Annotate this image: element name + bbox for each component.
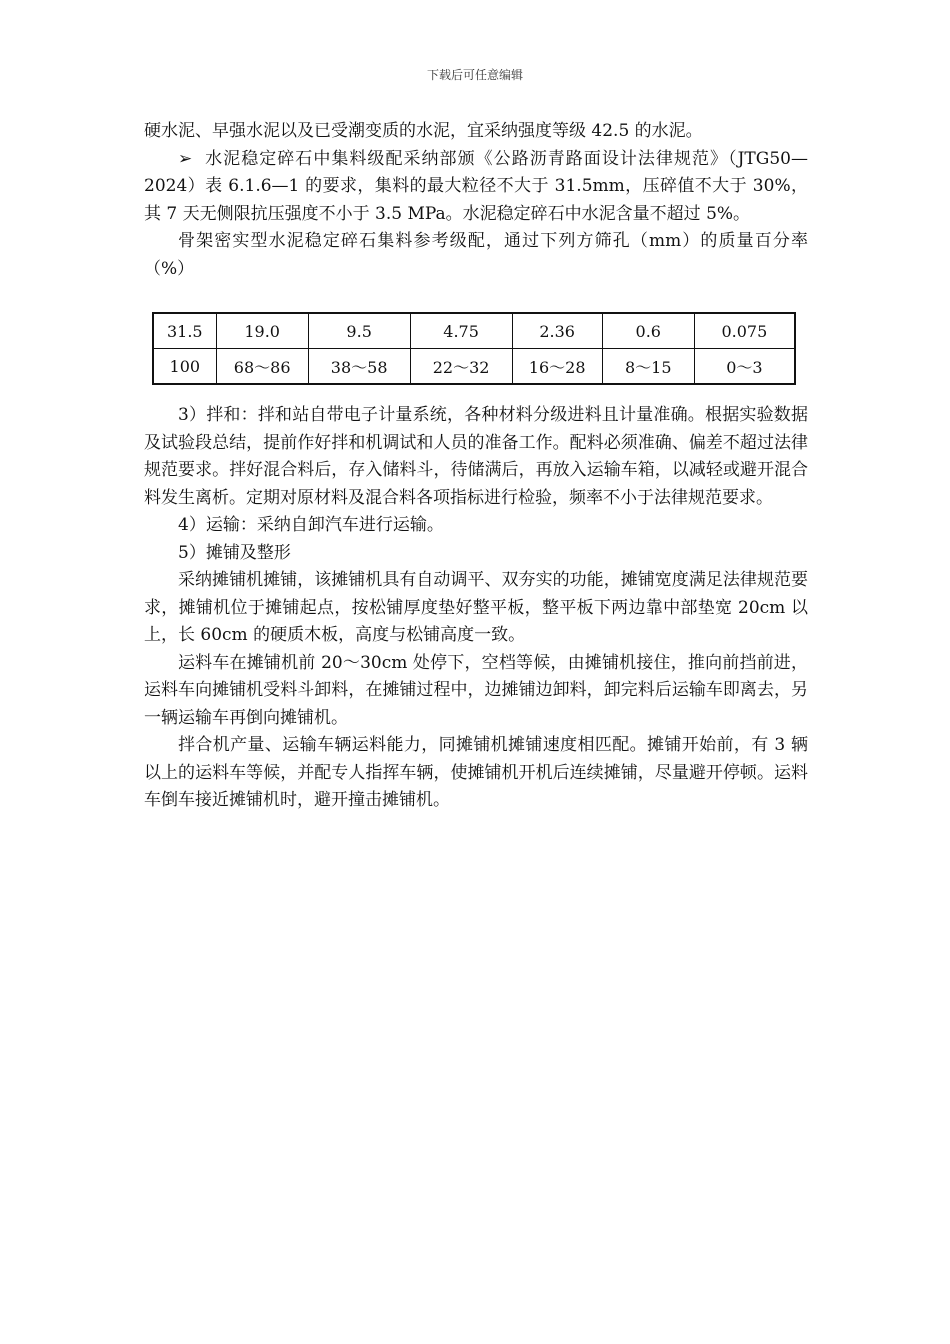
table-cell: 9.5 (308, 313, 410, 349)
page-header: 下载后可任意编辑 (426, 68, 523, 82)
paragraph-transport: 4）运输：采纳自卸汽车进行运输。 (178, 515, 444, 535)
table-cell: 19.0 (216, 313, 308, 349)
bullet-paragraph-aggregate (144, 146, 808, 229)
paragraph-grading-intro: 骨架密实型水泥稳定碎石集料参考级配，通过下列方筛孔（mm）的质量百分率（%） (144, 231, 808, 279)
table-cell: 0.075 (694, 313, 795, 349)
grading-table-wrapper (152, 312, 808, 385)
paragraph-cement-type: 硬水泥、早强水泥以及已受潮变质的水泥，宜采纳强度等级 42.5 的水泥。 (144, 121, 703, 141)
table-row-sieve-sizes (153, 313, 795, 349)
arrow-bullet-icon: ➢ (178, 148, 193, 169)
table-cell: 16～28 (512, 349, 602, 385)
table-row-passing-percent (153, 349, 795, 385)
paragraph-mixing: 3）拌和：拌和站自带电子计量系统，各种材料分级进料且计量准确。根据实验数据及试验段总结，提前作好拌和机调试和人员的准备工作。配料必须准确、偏差不超过法律规范要求。拌好混合料后，存入储料斗，待储满后，再放入运输车箱，以减轻或避开混合料发生离析。定期对原材料及混合料各项指标进行检验，频率不小于法律规范要求。 (144, 405, 808, 508)
paragraph-paving-method: 采纳摊铺机摊铺，该摊铺机具有自动调平、双夯实的功能，摊铺宽度满足法律规范要求，摊铺机位于摊铺起点，按松铺厚度垫好整平板，整平板下两边靠中部垫宽 20cm 以上，长 60cm 的硬质木板，高度与松铺高度一致。 (144, 570, 808, 645)
document-body (144, 118, 808, 815)
table-cell: 31.5 (153, 313, 216, 349)
table-cell: 100 (153, 349, 216, 385)
table-cell: 4.75 (410, 313, 512, 349)
table-cell: 0.6 (602, 313, 694, 349)
table-cell: 68～86 (216, 349, 308, 385)
paragraph-aggregate-grading: 水泥稳定碎石中集料级配采纳部颁《公路沥青路面设计法律规范》（JTG50—2024）表 6.1.6—1 的要求，集料的最大粒径不大于 31.5mm，压碎值不大于 30%，其 7 天无侧限抗压强度不小于 3.5 MPa。水泥稳定碎石中水泥含量不超过 5%。 (144, 148, 808, 224)
paragraph-capacity-matching: 拌合机产量、运输车辆运料能力，同摊铺机摊铺速度相匹配。摊铺开始前，有 3 辆以上的运料车等候，并配专人指挥车辆，使摊铺机开机后连续摊铺，尽量避开停顿。运料车倒车接近摊铺机时，避开撞击摊铺机。 (144, 735, 808, 810)
grading-table (152, 312, 796, 385)
section-heading-paving: 5）摊铺及整形 (178, 542, 291, 563)
paragraph-truck-unloading: 运料车在摊铺机前 20～30cm 处停下，空档等候，由摊铺机接住，推向前挡前进，运料车向摊铺机受料斗卸料，在摊铺过程中，边摊铺边卸料，卸完料后运输车即离去，另一辆运输车再倒向摊铺机。 (144, 652, 808, 728)
table-cell: 38～58 (308, 349, 410, 385)
table-cell: 8～15 (602, 349, 694, 385)
table-cell: 22～32 (410, 349, 512, 385)
table-cell: 2.36 (512, 313, 602, 349)
table-cell: 0～3 (694, 349, 795, 385)
